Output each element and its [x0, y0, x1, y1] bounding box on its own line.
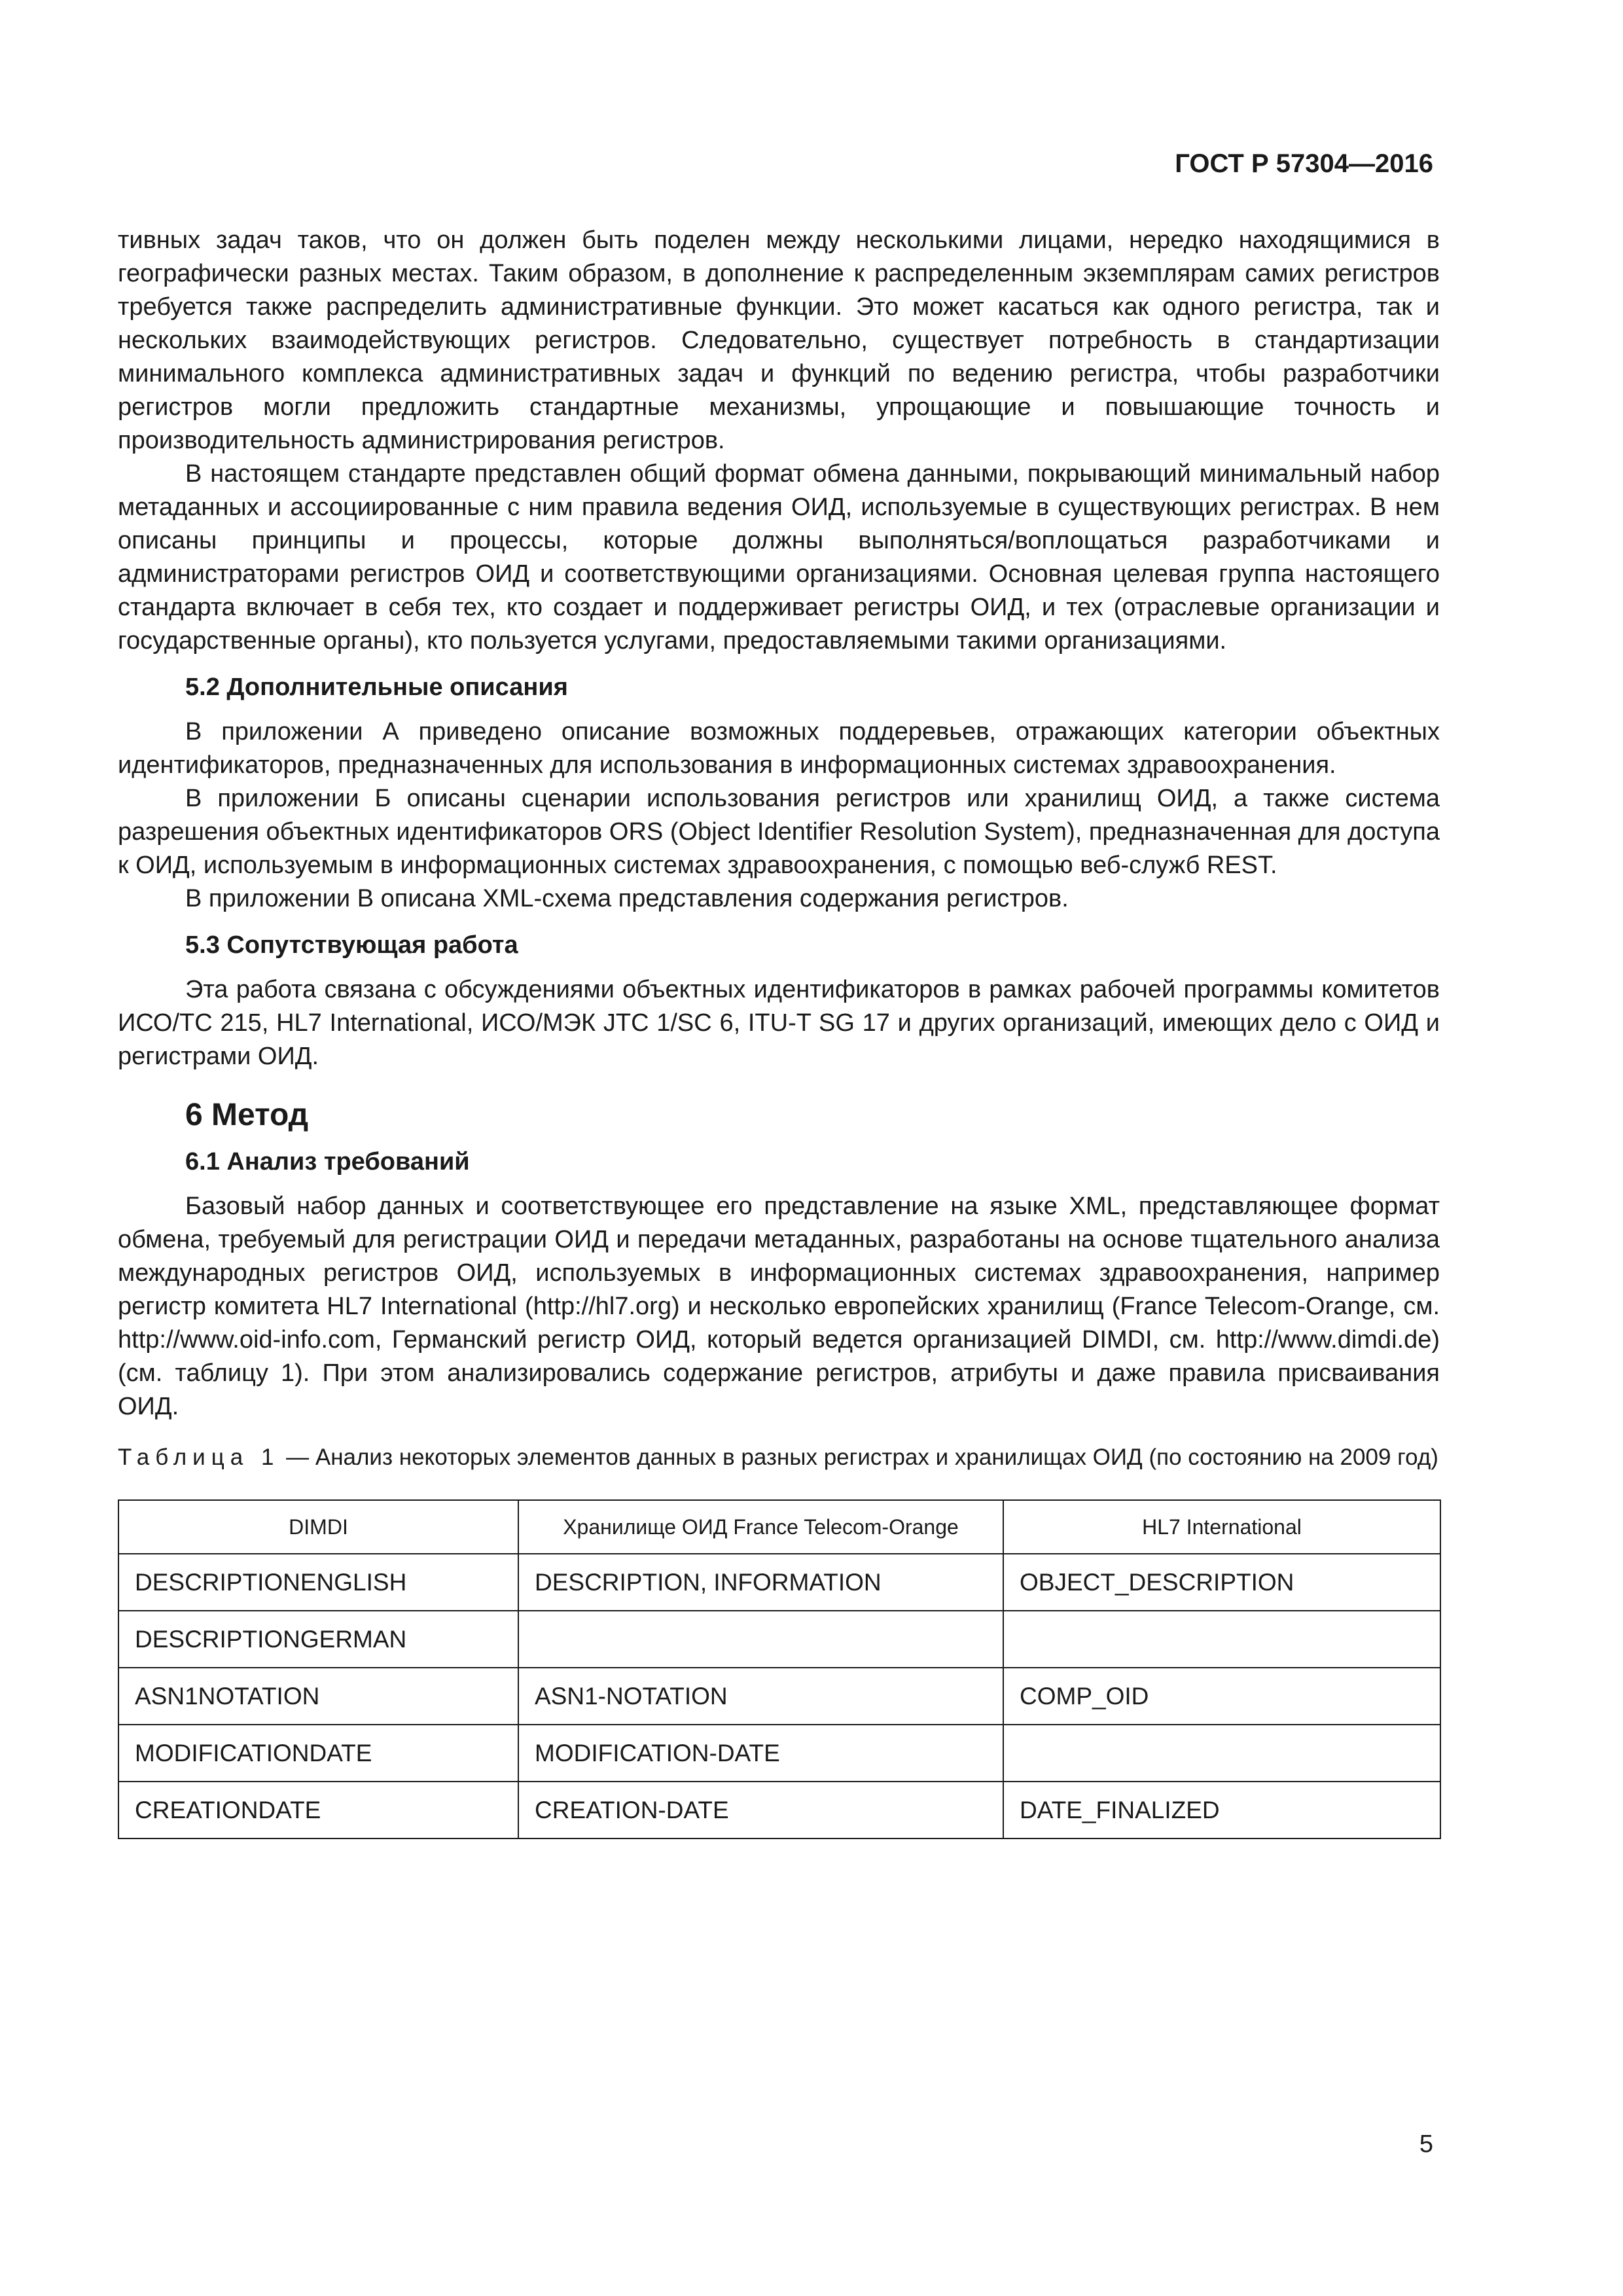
section-heading-5-3: 5.3 Сопутствующая работа [185, 931, 518, 959]
section-heading-5-2: 5.2 Дополнительные описания [185, 673, 568, 701]
table-caption-text: — Анализ некоторых элементов данных в разных регистрах и хранилищах ОИД (по состоянию на 2009 год) [279, 1444, 1438, 1470]
table-header-row [118, 1500, 1440, 1554]
table-cell: DESCRIPTION, INFORMATION [518, 1554, 1003, 1611]
paragraph: В настоящем стандарте представлен общий формат обмена данными, покрывающий минимальный набор метаданных и ассоциированные с ним правила ведения ОИД, используемые в существующих регистрах. В нем описаны принципы и процессы, которые должны выполняться/воплощаться разработчиками и администраторами регистров ОИД и соответствующими организациями. Основная целевая группа настоящего стандарта включает в себя тех, кто создает и поддерживает регистры ОИД, и тех (отраслевые организации и государственные органы), кто пользуется услугами, предоставляемыми такими организациями. [118, 460, 1440, 655]
column-header: Хранилище ОИД France Telecom-Orange [518, 1500, 1003, 1554]
table-cell: OBJECT_DESCRIPTION [1003, 1554, 1440, 1611]
page-body [118, 224, 1440, 1839]
table-cell [1003, 1725, 1440, 1782]
paragraph: Базовый набор данных и соответствующее его представление на языке XML, представляющее формат обмена, требуемый для регистрации ОИД и передачи метаданных, разработаны на основе тщательного анализа международных регистров ОИД, используемых в информационных системах здравоохранения, например регистр комитета HL7 International (http://hl7.org) и несколько европейских хранилищ (France Telecom-Orange, см. http://www.oid-info.com, Германский регистр ОИД, который ведется организацией DIMDI, см. http://www.dimdi.de) (см. таблицу 1). При этом анализировались содержание регистров, атрибуты и даже правила присваивания ОИД. [118, 1193, 1440, 1420]
paragraph: В приложении А приведено описание возможных поддеревьев, отражающих категории объектных идентификаторов, предназначенных для использования в информационных системах здравоохранения. [118, 718, 1440, 779]
table-row [118, 1782, 1440, 1839]
column-header: HL7 International [1003, 1500, 1440, 1554]
table-cell: DESCRIPTIONENGLISH [118, 1554, 518, 1611]
table-label: Таблица 1 [118, 1444, 280, 1470]
table-cell: MODIFICATION-DATE [518, 1725, 1003, 1782]
paragraph: Эта работа связана с обсуждениями объектных идентификаторов в рамках рабочей программы комитетов ИСО/ТС 215, HL7 International, ИСО/МЭК JTC 1/SC 6, ITU-T SG 17 и других организаций, имеющих дело с ОИД и регистрами ОИД. [118, 976, 1440, 1070]
table-cell: ASN1-NOTATION [518, 1668, 1003, 1725]
paragraph: В приложении Б описаны сценарии использования регистров или хранилищ ОИД, а также система разрешения объектных идентификаторов ORS (Object Identifier Resolution System), предназначенная для доступа к ОИД, используемым в информационных системах здравоохранения, с помощью веб-служб REST. [118, 785, 1440, 879]
section-heading-6-1: 6.1 Анализ требований [185, 1148, 470, 1175]
document-id-header: ГОСТ Р 57304—2016 [1175, 149, 1433, 178]
paragraph: В приложении В описана XML-схема представления содержания регистров. [185, 885, 1069, 912]
table-cell [1003, 1611, 1440, 1668]
table-row [118, 1554, 1440, 1611]
table-row [118, 1668, 1440, 1725]
table-row [118, 1725, 1440, 1782]
table-cell: ASN1NOTATION [118, 1668, 518, 1725]
table-caption [118, 1442, 1440, 1473]
table-cell [518, 1611, 1003, 1668]
table-cell: CREATION-DATE [518, 1782, 1003, 1839]
table-cell: DATE_FINALIZED [1003, 1782, 1440, 1839]
table-cell: MODIFICATIONDATE [118, 1725, 518, 1782]
table-cell: COMP_OID [1003, 1668, 1440, 1725]
table-cell: CREATIONDATE [118, 1782, 518, 1839]
paragraph: тивных задач таков, что он должен быть поделен между несколькими лицами, нередко находящимися в географически разных местах. Таким образом, в дополнение к распределенным экземплярам самих регистров требуется также распределить административные функции. Это может касаться как одного регистра, так и нескольких взаимодействующих регистров. Следовательно, существует потребность в стандартизации минимального комплекса административных задач и функций по ведению регистра, чтобы разработчики регистров могли предложить стандартные механизмы, упрощающие и повышающие точность и производительность администрирования регистров. [118, 226, 1440, 454]
table-row [118, 1611, 1440, 1668]
table-cell: DESCRIPTIONGERMAN [118, 1611, 518, 1668]
page-number: 5 [1419, 2130, 1433, 2158]
section-heading-6: 6 Метод [185, 1098, 309, 1132]
oid-elements-table [118, 1499, 1441, 1839]
column-header: DIMDI [118, 1500, 518, 1554]
